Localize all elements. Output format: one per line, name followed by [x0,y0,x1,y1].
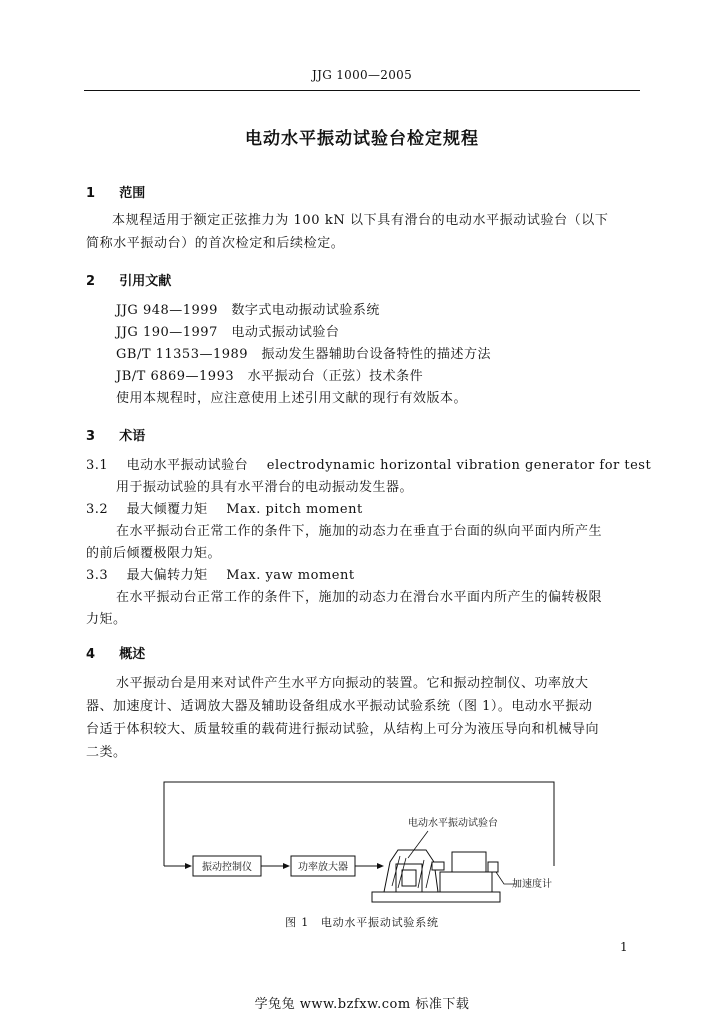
overview-line: 水平振动台是用来对试件产生水平方向振动的装置。它和振动控制仪、功率放大 [116,676,589,691]
term-number: 3.3 [86,568,109,583]
reference-item: JJG 190—1997 电动式振动试验台 [116,325,340,340]
term-number: 3.2 [86,502,109,517]
term-name: 最大倾覆力矩 [126,502,208,517]
term-english: Max. pitch moment [226,502,363,517]
reference-note: 使用本规程时，应注意使用上述引用文献的现行有效版本。 [116,391,468,406]
arrowhead [377,863,384,869]
term-name: 最大偏转力矩 [126,568,208,583]
arrowhead [185,863,192,869]
term-definition: 用于振动试验的具有水平滑台的电动振动发生器。 [116,480,414,495]
term-definition-continued: 力矩。 [86,612,127,627]
arrowhead [283,863,290,869]
reference-item: GB/T 11353—1989 振动发生器辅助台设备特性的描述方法 [116,347,492,362]
section-title: 术语 [119,429,146,444]
amplifier-label: 功率放大器 [298,862,348,873]
slip-table [440,872,492,892]
connector-rod [432,862,444,870]
page-title: 电动水平振动试验台检定规程 [245,129,479,149]
base-plate [372,892,500,902]
section-number: 1 [86,186,96,201]
page-number: 1 [620,940,628,954]
section-number: 4 [86,647,96,662]
section-number: 3 [86,429,96,444]
standard-code: JJG 1000—2005 [312,68,412,82]
section-1-paragraph-line-1: 本规程适用于额定正弦推力为 100 kN 以下具有滑台的电动水平振动试验台（以下 [112,213,609,228]
vibration-table-equipment [372,850,500,902]
accelerometer-label: 加速度计 [512,879,552,890]
section-title: 概述 [119,647,146,662]
term-english: Max. yaw moment [226,568,355,583]
section-1-paragraph-line-2: 简称水平振动台）的首次检定和后续检定。 [86,236,345,251]
term-definition: 在水平振动台正常工作的条件下，施加的动态力在垂直于台面的纵向平面内所产生 [116,524,603,539]
section-number: 2 [86,274,96,289]
shaker-coil [402,870,416,886]
reference-item: JJG 948—1999 数字式电动振动试验系统 [116,303,380,318]
overview-line: 器、加速度计、适调放大器及辅助设备组成水平振动试验系统（图 1）。电动水平振动 [86,699,593,714]
term-number: 3.1 [86,458,109,473]
footer-watermark: 学兔兔 www.bzfxw.com 标准下载 [254,997,470,1012]
section-title: 范围 [119,186,146,201]
test-fixture [452,852,486,872]
term-name: 电动水平振动试验台 [126,458,249,473]
term-english: electrodynamic horizontal vibration generator for test [266,458,652,473]
controller-label: 振动控制仪 [202,862,252,873]
vibration-table-label: 电动水平振动试验台 [408,818,498,829]
figure-caption: 图 1 电动水平振动试验系统 [285,916,439,929]
accelerometer-block [488,862,498,872]
section-title: 引用文献 [119,274,172,289]
term-definition: 在水平振动台正常工作的条件下，施加的动态力在滑台水平面内所产生的偏转极限 [116,590,603,605]
term-definition-continued: 的前后倾覆极限力矩。 [86,546,222,561]
overview-line: 二类。 [86,745,127,760]
reference-item: JB/T 6869—1993 水平振动台（正弦）技术条件 [116,369,424,384]
overview-line: 台适于体积较大、质量较重的载荷进行振动试验，从结构上可分为液压导向和机械导向 [86,722,600,737]
